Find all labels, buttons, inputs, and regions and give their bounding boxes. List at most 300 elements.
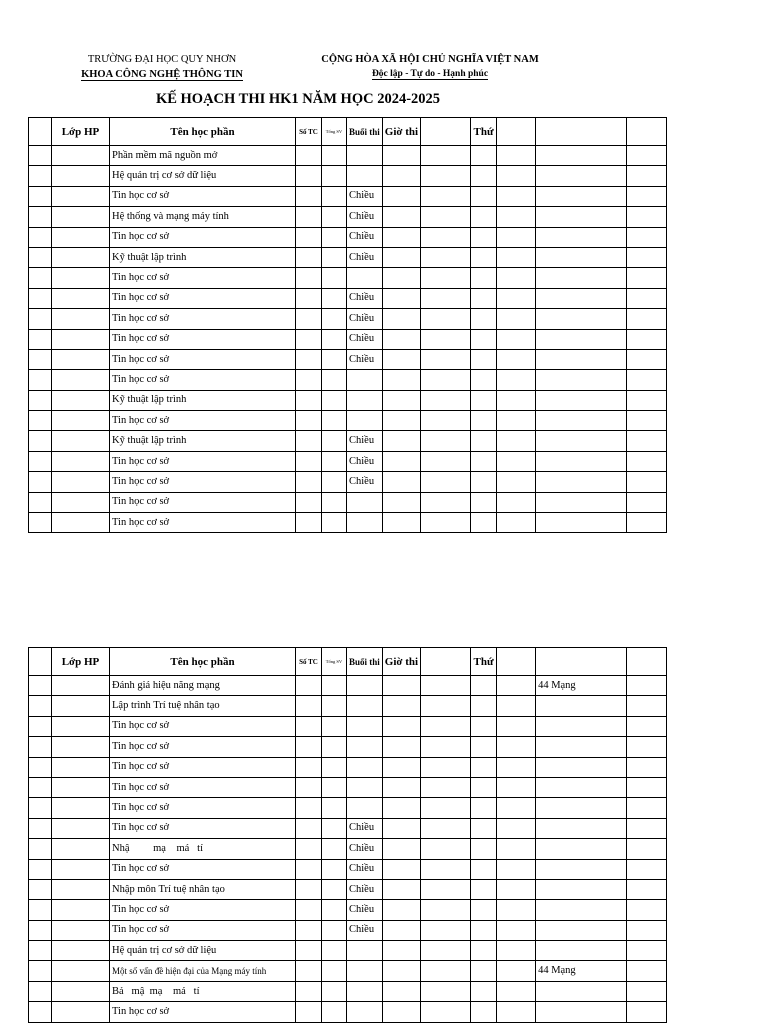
empty-cell xyxy=(29,411,52,431)
empty-cell xyxy=(52,268,110,288)
empty-cell xyxy=(29,859,52,879)
column-header: Tổng SV xyxy=(322,118,347,146)
empty-cell xyxy=(52,900,110,920)
empty-cell xyxy=(29,146,52,166)
room-cell xyxy=(536,839,627,859)
empty-cell xyxy=(296,859,322,879)
session-cell: Chiều xyxy=(347,349,383,369)
session-cell: Chiều xyxy=(347,227,383,247)
empty-cell xyxy=(296,166,322,186)
course-name-cell: Tin học cơ sở xyxy=(110,716,296,736)
empty-cell xyxy=(471,309,497,329)
session-cell xyxy=(347,492,383,512)
room-cell xyxy=(536,900,627,920)
empty-cell xyxy=(421,146,471,166)
column-header: Tổng SV xyxy=(322,648,347,676)
session-cell xyxy=(347,370,383,390)
empty-cell xyxy=(471,879,497,899)
empty-cell xyxy=(421,513,471,533)
empty-cell xyxy=(497,227,536,247)
table-row xyxy=(29,390,667,410)
room-cell xyxy=(536,349,627,369)
exam-table-1 xyxy=(28,117,667,533)
column-header xyxy=(29,118,52,146)
room-cell xyxy=(536,288,627,308)
empty-cell xyxy=(296,798,322,818)
empty-cell xyxy=(627,329,667,349)
empty-cell xyxy=(382,737,420,757)
course-name-cell: Kỹ thuật lập trình xyxy=(110,431,296,451)
empty-cell xyxy=(627,268,667,288)
empty-cell xyxy=(627,900,667,920)
session-cell xyxy=(347,737,383,757)
empty-cell xyxy=(29,1002,52,1022)
empty-cell xyxy=(421,370,471,390)
empty-cell xyxy=(322,757,347,777)
empty-cell xyxy=(382,900,420,920)
room-cell xyxy=(536,798,627,818)
empty-cell xyxy=(627,492,667,512)
empty-cell xyxy=(322,859,347,879)
empty-cell xyxy=(627,451,667,471)
school-name: TRƯỜNG ĐẠI HỌC QUY NHƠN xyxy=(87,54,237,65)
table-row xyxy=(29,186,667,206)
empty-cell xyxy=(296,207,322,227)
table-row xyxy=(29,207,667,227)
room-cell xyxy=(536,247,627,267)
room-cell xyxy=(536,390,627,410)
empty-cell xyxy=(627,879,667,899)
empty-cell xyxy=(627,696,667,716)
room-cell xyxy=(536,166,627,186)
empty-cell xyxy=(322,961,347,981)
table-row xyxy=(29,411,667,431)
empty-cell xyxy=(382,207,420,227)
empty-cell xyxy=(322,390,347,410)
empty-cell xyxy=(29,737,52,757)
empty-cell xyxy=(52,798,110,818)
empty-cell xyxy=(296,431,322,451)
empty-cell xyxy=(497,390,536,410)
column-header xyxy=(497,648,536,676)
empty-cell xyxy=(382,186,420,206)
empty-cell xyxy=(322,186,347,206)
room-cell xyxy=(536,818,627,838)
empty-cell xyxy=(382,961,420,981)
empty-cell xyxy=(296,879,322,899)
empty-cell xyxy=(322,981,347,1001)
empty-cell xyxy=(29,451,52,471)
course-name-cell: Tin học cơ sở xyxy=(110,309,296,329)
empty-cell xyxy=(322,472,347,492)
empty-cell xyxy=(471,696,497,716)
session-cell xyxy=(347,676,383,696)
session-cell: Chiều xyxy=(347,309,383,329)
empty-cell xyxy=(382,859,420,879)
column-header: Lớp HP xyxy=(52,648,110,676)
table-row xyxy=(29,268,667,288)
table-row xyxy=(29,716,667,736)
empty-cell xyxy=(627,513,667,533)
empty-cell xyxy=(421,411,471,431)
faculty-name: KHOA CÔNG NGHỆ THÔNG TIN xyxy=(81,69,243,80)
empty-cell xyxy=(52,492,110,512)
empty-cell xyxy=(52,370,110,390)
empty-cell xyxy=(497,777,536,797)
course-name-cell: Tin học cơ sở xyxy=(110,472,296,492)
empty-cell xyxy=(627,390,667,410)
room-cell xyxy=(536,492,627,512)
empty-cell xyxy=(382,166,420,186)
empty-cell xyxy=(382,268,420,288)
empty-cell xyxy=(52,839,110,859)
empty-cell xyxy=(52,166,110,186)
column-header xyxy=(627,118,667,146)
empty-cell xyxy=(382,472,420,492)
empty-cell xyxy=(471,227,497,247)
empty-cell xyxy=(29,839,52,859)
empty-cell xyxy=(497,879,536,899)
room-cell xyxy=(536,879,627,899)
empty-cell xyxy=(627,757,667,777)
empty-cell xyxy=(322,941,347,961)
table-row xyxy=(29,513,667,533)
empty-cell xyxy=(421,390,471,410)
empty-cell xyxy=(471,513,497,533)
empty-cell xyxy=(296,839,322,859)
empty-cell xyxy=(497,370,536,390)
session-cell xyxy=(347,513,383,533)
empty-cell xyxy=(29,329,52,349)
course-name-cell: Hệ quản trị cơ sở dữ liệu xyxy=(110,941,296,961)
column-header xyxy=(421,118,471,146)
empty-cell xyxy=(52,920,110,940)
empty-cell xyxy=(322,207,347,227)
empty-cell xyxy=(52,676,110,696)
session-cell: Chiều xyxy=(347,859,383,879)
empty-cell xyxy=(497,798,536,818)
column-header: Lớp HP xyxy=(52,118,110,146)
empty-cell xyxy=(421,900,471,920)
empty-cell xyxy=(497,349,536,369)
session-cell: Chiều xyxy=(347,247,383,267)
empty-cell xyxy=(421,941,471,961)
empty-cell xyxy=(52,329,110,349)
table-row xyxy=(29,757,667,777)
empty-cell xyxy=(296,288,322,308)
session-cell: Chiều xyxy=(347,186,383,206)
empty-cell xyxy=(52,431,110,451)
table-row xyxy=(29,839,667,859)
empty-cell xyxy=(322,247,347,267)
empty-cell xyxy=(52,207,110,227)
empty-cell xyxy=(471,1002,497,1022)
empty-cell xyxy=(296,1002,322,1022)
empty-cell xyxy=(421,349,471,369)
empty-cell xyxy=(52,390,110,410)
empty-cell xyxy=(322,268,347,288)
empty-cell xyxy=(497,411,536,431)
empty-cell xyxy=(382,492,420,512)
empty-cell xyxy=(471,166,497,186)
empty-cell xyxy=(421,288,471,308)
empty-cell xyxy=(296,757,322,777)
room-cell xyxy=(536,513,627,533)
table-row xyxy=(29,166,667,186)
empty-cell xyxy=(382,146,420,166)
empty-cell xyxy=(52,472,110,492)
session-cell xyxy=(347,961,383,981)
empty-cell xyxy=(471,288,497,308)
session-cell: Chiều xyxy=(347,451,383,471)
empty-cell xyxy=(421,798,471,818)
empty-cell xyxy=(471,472,497,492)
empty-cell xyxy=(421,1002,471,1022)
empty-cell xyxy=(421,981,471,1001)
table-row xyxy=(29,309,667,329)
empty-cell xyxy=(322,818,347,838)
empty-cell xyxy=(52,227,110,247)
empty-cell xyxy=(29,247,52,267)
room-cell xyxy=(536,370,627,390)
empty-cell xyxy=(627,411,667,431)
session-cell xyxy=(347,166,383,186)
empty-cell xyxy=(627,941,667,961)
empty-cell xyxy=(296,349,322,369)
table-row xyxy=(29,981,667,1001)
empty-cell xyxy=(296,309,322,329)
course-name-cell: Tin học cơ sở xyxy=(110,349,296,369)
course-name-cell: Hệ quản trị cơ sở dữ liệu xyxy=(110,166,296,186)
course-name-cell: Tin học cơ sở xyxy=(110,900,296,920)
course-name-cell: Bả mậ mạ má tí xyxy=(110,981,296,1001)
empty-cell xyxy=(296,981,322,1001)
empty-cell xyxy=(296,737,322,757)
empty-cell xyxy=(421,329,471,349)
empty-cell xyxy=(497,309,536,329)
session-cell xyxy=(347,1002,383,1022)
table-row xyxy=(29,961,667,981)
room-cell xyxy=(536,1002,627,1022)
course-name-cell: Tin học cơ sở xyxy=(110,268,296,288)
empty-cell xyxy=(296,696,322,716)
empty-cell xyxy=(421,676,471,696)
empty-cell xyxy=(421,451,471,471)
column-header xyxy=(627,648,667,676)
empty-cell xyxy=(29,431,52,451)
empty-cell xyxy=(627,798,667,818)
room-cell xyxy=(536,451,627,471)
empty-cell xyxy=(382,818,420,838)
empty-cell xyxy=(296,941,322,961)
empty-cell xyxy=(382,309,420,329)
session-cell: Chiều xyxy=(347,818,383,838)
room-cell xyxy=(536,186,627,206)
empty-cell xyxy=(497,472,536,492)
empty-cell xyxy=(627,961,667,981)
empty-cell xyxy=(29,798,52,818)
empty-cell xyxy=(421,268,471,288)
empty-cell xyxy=(296,818,322,838)
course-name-cell: Tin học cơ sở xyxy=(110,798,296,818)
empty-cell xyxy=(322,166,347,186)
table-row xyxy=(29,859,667,879)
course-name-cell: Tin học cơ sở xyxy=(110,451,296,471)
empty-cell xyxy=(497,186,536,206)
room-cell xyxy=(536,309,627,329)
empty-cell xyxy=(497,941,536,961)
empty-cell xyxy=(627,839,667,859)
session-cell: Chiều xyxy=(347,839,383,859)
empty-cell xyxy=(497,513,536,533)
empty-cell xyxy=(497,696,536,716)
empty-cell xyxy=(497,737,536,757)
course-name-cell: Nhậ mạ má tí xyxy=(110,839,296,859)
page-title: KẾ HOẠCH THI HK1 NĂM HỌC 2024-2025 xyxy=(155,91,441,107)
room-cell xyxy=(536,268,627,288)
empty-cell xyxy=(322,716,347,736)
room-cell xyxy=(536,981,627,1001)
session-cell xyxy=(347,757,383,777)
room-cell xyxy=(536,411,627,431)
room-cell: 44 Mạng xyxy=(536,676,627,696)
empty-cell xyxy=(421,492,471,512)
empty-cell xyxy=(296,268,322,288)
empty-cell xyxy=(497,247,536,267)
empty-cell xyxy=(52,737,110,757)
empty-cell xyxy=(382,777,420,797)
course-name-cell: Tin học cơ sở xyxy=(110,737,296,757)
empty-cell xyxy=(497,329,536,349)
empty-cell xyxy=(29,900,52,920)
room-cell xyxy=(536,737,627,757)
empty-cell xyxy=(29,941,52,961)
empty-cell xyxy=(52,981,110,1001)
session-cell: Chiều xyxy=(347,879,383,899)
empty-cell xyxy=(29,696,52,716)
table-header-row xyxy=(29,118,667,146)
room-cell xyxy=(536,146,627,166)
empty-cell xyxy=(627,166,667,186)
course-name-cell: Tin học cơ sở xyxy=(110,777,296,797)
column-header xyxy=(536,118,627,146)
empty-cell xyxy=(627,288,667,308)
session-cell xyxy=(347,268,383,288)
empty-cell xyxy=(497,492,536,512)
empty-cell xyxy=(497,859,536,879)
empty-cell xyxy=(52,716,110,736)
empty-cell xyxy=(296,513,322,533)
empty-cell xyxy=(497,451,536,471)
table-row xyxy=(29,349,667,369)
empty-cell xyxy=(382,247,420,267)
empty-cell xyxy=(627,227,667,247)
empty-cell xyxy=(296,920,322,940)
empty-cell xyxy=(29,370,52,390)
room-cell xyxy=(536,696,627,716)
table-row xyxy=(29,472,667,492)
empty-cell xyxy=(296,186,322,206)
empty-cell xyxy=(471,492,497,512)
empty-cell xyxy=(497,1002,536,1022)
empty-cell xyxy=(382,941,420,961)
empty-cell xyxy=(471,818,497,838)
empty-cell xyxy=(382,390,420,410)
empty-cell xyxy=(382,370,420,390)
empty-cell xyxy=(382,981,420,1001)
empty-cell xyxy=(421,166,471,186)
empty-cell xyxy=(627,186,667,206)
session-cell: Chiều xyxy=(347,472,383,492)
empty-cell xyxy=(421,431,471,451)
table-row xyxy=(29,737,667,757)
course-name-cell: Hệ thống và mạng máy tính xyxy=(110,207,296,227)
empty-cell xyxy=(471,798,497,818)
course-name-cell: Tin học cơ sở xyxy=(110,920,296,940)
empty-cell xyxy=(52,247,110,267)
table-row xyxy=(29,288,667,308)
session-cell: Chiều xyxy=(347,920,383,940)
empty-cell xyxy=(421,839,471,859)
empty-cell xyxy=(471,757,497,777)
empty-cell xyxy=(322,737,347,757)
empty-cell xyxy=(471,370,497,390)
empty-cell xyxy=(382,716,420,736)
empty-cell xyxy=(322,349,347,369)
empty-cell xyxy=(471,268,497,288)
empty-cell xyxy=(627,777,667,797)
empty-cell xyxy=(497,757,536,777)
empty-cell xyxy=(497,981,536,1001)
session-cell: Chiều xyxy=(347,900,383,920)
empty-cell xyxy=(471,900,497,920)
table-row xyxy=(29,818,667,838)
empty-cell xyxy=(471,431,497,451)
empty-cell xyxy=(29,288,52,308)
column-header: Số TC xyxy=(296,648,322,676)
column-header: Buổi thi xyxy=(347,648,383,676)
table-row xyxy=(29,777,667,797)
empty-cell xyxy=(421,247,471,267)
table-row xyxy=(29,798,667,818)
empty-cell xyxy=(627,920,667,940)
session-cell xyxy=(347,798,383,818)
empty-cell xyxy=(382,757,420,777)
column-header: Tên học phần xyxy=(110,118,296,146)
session-cell xyxy=(347,981,383,1001)
empty-cell xyxy=(497,839,536,859)
empty-cell xyxy=(627,472,667,492)
empty-cell xyxy=(296,900,322,920)
empty-cell xyxy=(322,798,347,818)
empty-cell xyxy=(471,981,497,1001)
course-name-cell: Tin học cơ sở xyxy=(110,370,296,390)
course-name-cell: Tin học cơ sở xyxy=(110,818,296,838)
empty-cell xyxy=(421,737,471,757)
empty-cell xyxy=(421,472,471,492)
room-cell xyxy=(536,757,627,777)
empty-cell xyxy=(497,207,536,227)
empty-cell xyxy=(421,309,471,329)
empty-cell xyxy=(471,777,497,797)
table-row xyxy=(29,696,667,716)
empty-cell xyxy=(471,716,497,736)
empty-cell xyxy=(497,961,536,981)
empty-cell xyxy=(29,777,52,797)
empty-cell xyxy=(421,879,471,899)
room-cell xyxy=(536,777,627,797)
empty-cell xyxy=(471,961,497,981)
